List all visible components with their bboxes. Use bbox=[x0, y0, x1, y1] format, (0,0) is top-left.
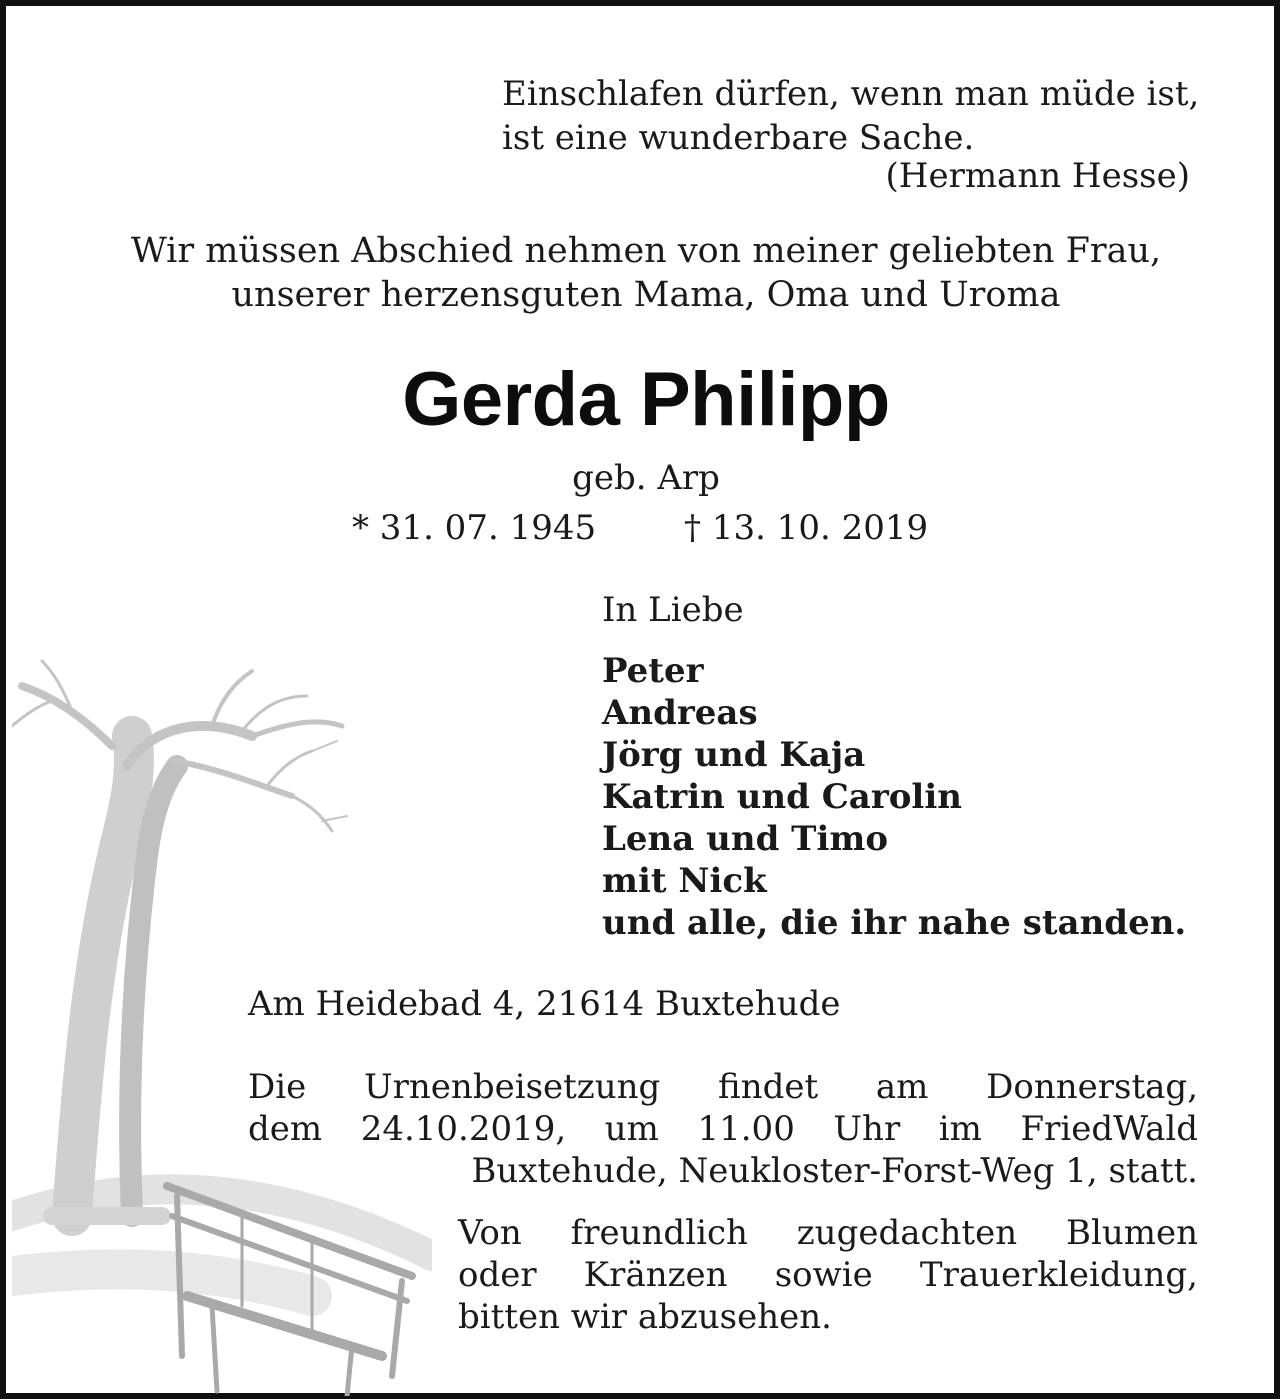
flowers-block bbox=[458, 1212, 1198, 1338]
intro-line-2: unserer herzensguten Mama, Oma und Uroma bbox=[231, 275, 1061, 315]
family-member: mit Nick bbox=[602, 861, 767, 901]
birth-date: * 31. 07. 1945 bbox=[352, 508, 597, 548]
birth-name: geb. Arp bbox=[572, 458, 720, 498]
family-list bbox=[602, 650, 1186, 944]
flowers-line-2: oder Kränzen sowie Trauerkleidung, bbox=[458, 1255, 1198, 1295]
family-member: Andreas bbox=[602, 693, 758, 733]
tree-bench-illustration bbox=[12, 656, 432, 1396]
family-member: Jörg und Kaja bbox=[602, 735, 866, 775]
intro-line-1: Wir müssen Abschied nehmen von meiner geliebten Frau, bbox=[130, 231, 1162, 271]
deceased-name: Gerda Philipp bbox=[402, 357, 890, 442]
family-member: Katrin und Carolin bbox=[602, 777, 962, 817]
closing-text: In Liebe bbox=[602, 590, 744, 630]
family-member: Peter bbox=[602, 651, 704, 691]
ceremony-line-1: Die Urnenbeisetzung findet am Donnerstag, bbox=[248, 1067, 1198, 1107]
ceremony-line-2: dem 24.10.2019, um 11.00 Uhr im FriedWald bbox=[248, 1109, 1198, 1149]
quote-line-2: ist eine wunderbare Sache. bbox=[502, 118, 975, 158]
family-member: und alle, die ihr nahe standen. bbox=[602, 903, 1187, 943]
quote-line-1: Einschlafen dürfen, wenn man müde ist, bbox=[502, 74, 1200, 114]
flowers-line-3: bitten wir abzusehen. bbox=[458, 1297, 832, 1337]
death-date: † 13. 10. 2019 bbox=[684, 508, 929, 548]
family-member: Lena und Timo bbox=[602, 819, 889, 859]
ceremony-block bbox=[248, 1066, 1198, 1192]
quote-author: (Hermann Hesse) bbox=[885, 156, 1190, 196]
ceremony-line-3: Buxtehude, Neukloster-Forst-Weg 1, statt. bbox=[471, 1151, 1198, 1191]
flowers-line-1: Von freundlich zugedachten Blumen bbox=[458, 1213, 1198, 1253]
address: Am Heidebad 4, 21614 Buxtehude bbox=[248, 984, 841, 1024]
